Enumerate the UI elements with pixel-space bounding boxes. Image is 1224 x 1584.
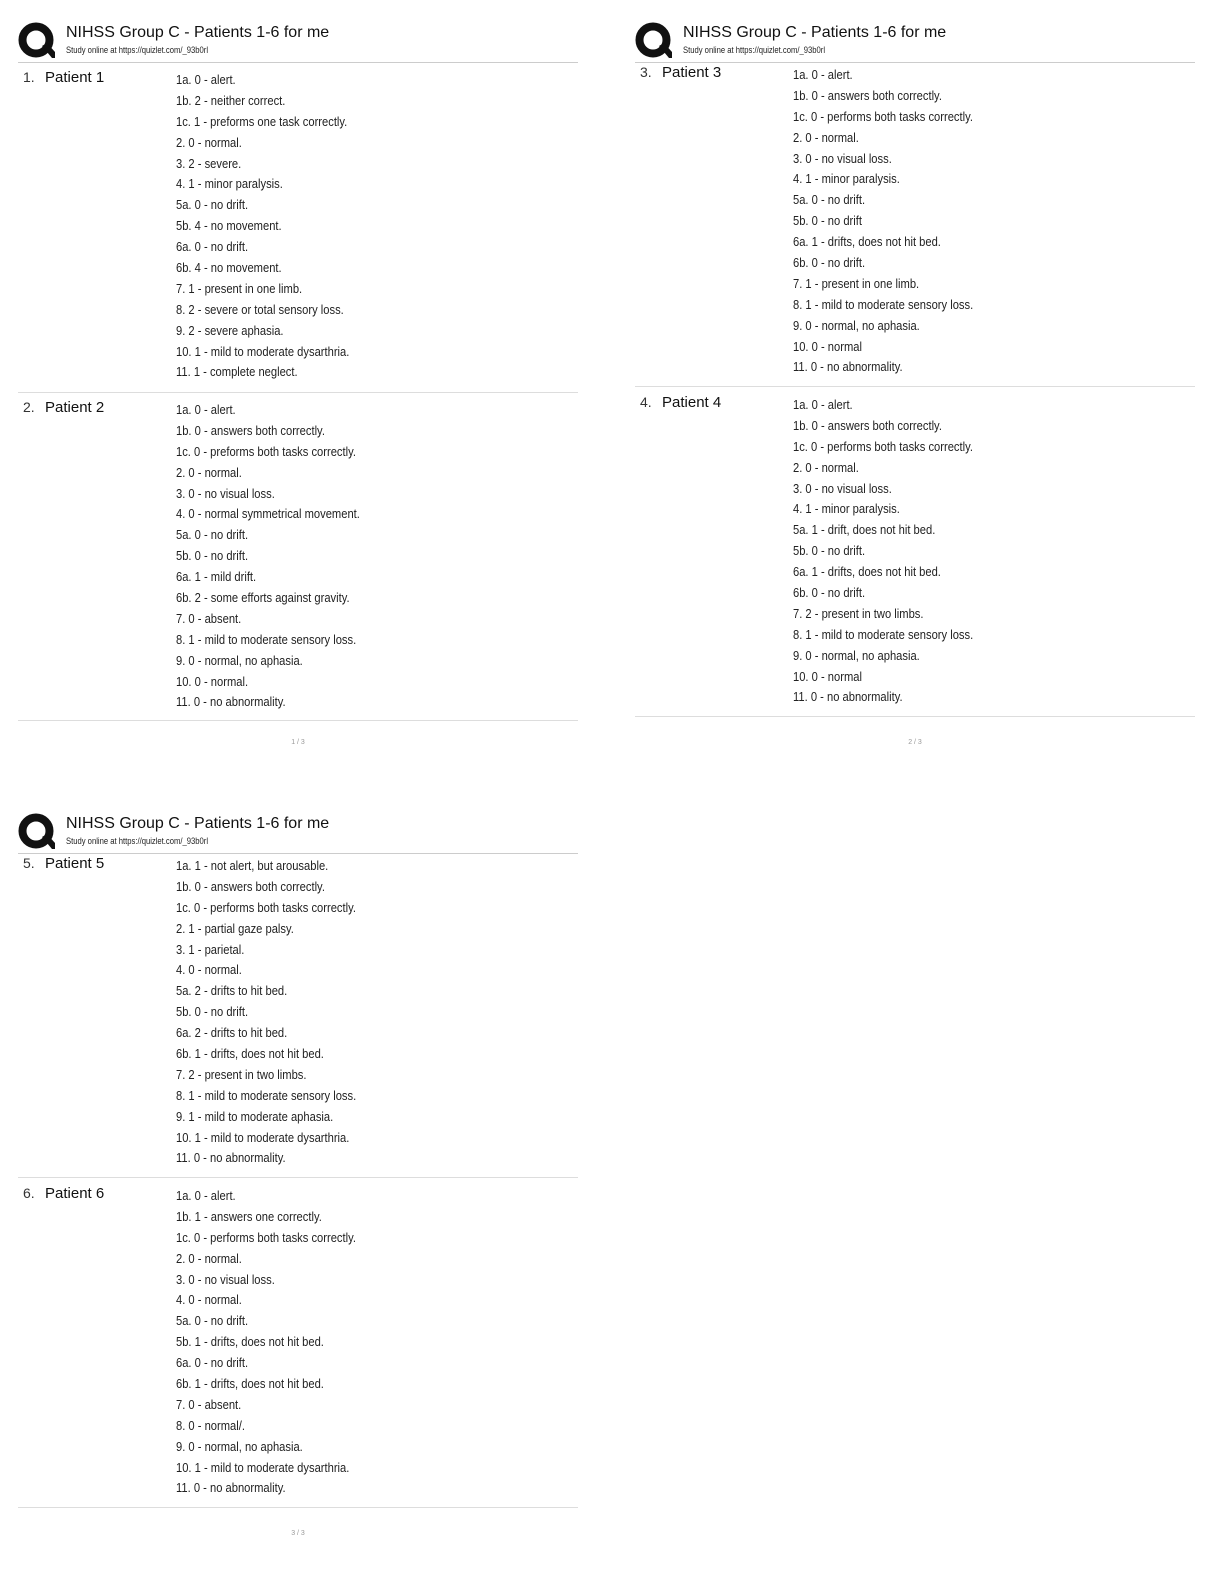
- score-list: [176, 70, 378, 383]
- score-item: 1b. 2 - neither correct.: [176, 92, 286, 108]
- score-item: 10. 1 - mild to moderate dysarthria.: [176, 1459, 350, 1475]
- score-item: 10. 1 - mild to moderate dysarthria.: [176, 1129, 350, 1145]
- score-item: 10. 1 - mild to moderate dysarthria.: [176, 343, 350, 359]
- patient-divider: [18, 392, 578, 393]
- score-list: [176, 856, 386, 1169]
- patient-divider: [18, 1507, 578, 1508]
- study-online-link[interactable]: Study online at https://quizlet.com/_93b0rl: [683, 45, 826, 55]
- score-item: 6a. 1 - drifts, does not hit bed.: [793, 564, 941, 580]
- score-item: 4. 1 - minor paralysis.: [793, 171, 900, 187]
- score-item: 7. 0 - absent.: [176, 610, 242, 626]
- score-item: 3. 1 - parietal.: [176, 941, 245, 957]
- score-item: 5a. 2 - drifts to hit bed.: [176, 983, 288, 999]
- patient-divider: [635, 386, 1195, 387]
- document-title: NIHSS Group C - Patients 1-6 for me: [683, 24, 947, 41]
- document-title: NIHSS Group C - Patients 1-6 for me: [66, 24, 330, 41]
- score-item: 5a. 0 - no drift.: [176, 197, 249, 213]
- score-item: 7. 0 - absent.: [176, 1396, 242, 1412]
- score-item: 3. 0 - no visual loss.: [176, 1271, 275, 1287]
- score-item: 6a. 0 - no drift.: [176, 1355, 249, 1371]
- quizlet-logo-icon: [635, 22, 673, 60]
- score-item: 8. 1 - mild to moderate sensory loss.: [176, 1087, 357, 1103]
- score-item: 1a. 0 - alert.: [176, 1188, 236, 1203]
- score-item: 10. 0 - normal: [793, 338, 862, 354]
- score-item: 6b. 1 - drifts, does not hit bed.: [176, 1046, 324, 1062]
- score-item: 6b. 2 - some efforts against gravity.: [176, 590, 350, 606]
- score-item: 4. 0 - normal.: [176, 1292, 242, 1308]
- score-item: 5b. 0 - no drift.: [176, 1004, 249, 1020]
- patient-number: 4.: [640, 394, 652, 410]
- score-item: 1b. 1 - answers one correctly.: [176, 1208, 322, 1224]
- score-item: 3. 0 - no visual loss.: [176, 485, 275, 501]
- score-item: 6b. 0 - no drift.: [793, 585, 866, 601]
- document-title: NIHSS Group C - Patients 1-6 for me: [66, 815, 330, 832]
- score-item: 11. 0 - no abnormality.: [793, 689, 903, 705]
- score-item: 1c. 0 - performs both tasks correctly.: [176, 1229, 356, 1245]
- score-item: 9. 1 - mild to moderate aphasia.: [176, 1108, 334, 1124]
- score-item: 1a. 0 - alert.: [176, 402, 236, 417]
- patient-name: Patient 4: [662, 394, 722, 411]
- score-item: 7. 2 - present in two limbs.: [176, 1066, 307, 1082]
- page-number: 2 / 3: [908, 739, 922, 746]
- score-item: 9. 0 - normal, no aphasia.: [793, 647, 920, 663]
- score-item: 8. 1 - mild to moderate sensory loss.: [793, 626, 974, 642]
- patient-number: 2.: [23, 399, 35, 415]
- patient-number: 1.: [23, 69, 35, 85]
- score-item: 1c. 0 - performs both tasks correctly.: [793, 438, 973, 454]
- score-item: 5a. 0 - no drift.: [793, 192, 866, 208]
- score-item: 1c. 0 - preforms both tasks correctly.: [176, 443, 356, 459]
- score-list: [176, 400, 390, 713]
- patient-name: Patient 1: [45, 69, 105, 86]
- score-item: 1b. 0 - answers both correctly.: [793, 87, 942, 103]
- score-item: 5b. 1 - drifts, does not hit bed.: [176, 1334, 324, 1350]
- header-divider: [635, 62, 1195, 63]
- score-item: 5b. 4 - no movement.: [176, 218, 282, 234]
- score-item: 7. 1 - present in one limb.: [793, 275, 920, 291]
- score-item: 5b. 0 - no drift.: [176, 548, 249, 564]
- score-item: 1b. 0 - answers both correctly.: [176, 878, 325, 894]
- score-item: 1a. 0 - alert.: [793, 397, 853, 412]
- score-item: 6b. 1 - drifts, does not hit bed.: [176, 1376, 324, 1392]
- score-item: 9. 0 - normal, no aphasia.: [793, 317, 920, 333]
- quizlet-logo-icon: [18, 813, 56, 851]
- score-list: [176, 1186, 385, 1499]
- score-item: 8. 0 - normal/.: [176, 1417, 245, 1433]
- score-item: 4. 1 - minor paralysis.: [793, 501, 900, 517]
- study-online-link[interactable]: Study online at https://quizlet.com/_93b0rl: [66, 45, 209, 55]
- score-item: 4. 0 - normal symmetrical movement.: [176, 506, 360, 522]
- score-item: 6b. 0 - no drift.: [793, 255, 866, 271]
- score-item: 3. 2 - severe.: [176, 155, 242, 171]
- page-header: [635, 22, 1197, 66]
- patient-name: Patient 6: [45, 1185, 105, 1202]
- score-item: 11. 0 - no abnormality.: [793, 359, 903, 375]
- score-item: 2. 0 - normal.: [176, 464, 242, 480]
- score-item: 1b. 0 - answers both correctly.: [176, 422, 325, 438]
- score-list: [793, 65, 1003, 378]
- score-item: 5b. 0 - no drift: [793, 213, 862, 229]
- patient-name: Patient 2: [45, 399, 105, 416]
- score-item: 1a. 0 - alert.: [176, 72, 236, 87]
- score-item: 11. 1 - complete neglect.: [176, 364, 298, 380]
- patient-number: 3.: [640, 64, 652, 80]
- score-item: 1a. 1 - not alert, but arousable.: [176, 858, 329, 873]
- score-item: 5a. 0 - no drift.: [176, 527, 249, 543]
- patient-number: 6.: [23, 1185, 35, 1201]
- score-item: 9. 2 - severe aphasia.: [176, 322, 284, 338]
- study-online-link[interactable]: Study online at https://quizlet.com/_93b0rl: [66, 836, 209, 846]
- score-item: 8. 2 - severe or total sensory loss.: [176, 301, 344, 317]
- score-item: 2. 0 - normal.: [793, 459, 859, 475]
- score-item: 3. 0 - no visual loss.: [793, 150, 892, 166]
- header-divider: [18, 62, 578, 63]
- score-item: 7. 1 - present in one limb.: [176, 280, 303, 296]
- page-number: 3 / 3: [291, 1530, 305, 1537]
- score-item: 6a. 1 - mild drift.: [176, 569, 257, 585]
- score-item: 6a. 0 - no drift.: [176, 239, 249, 255]
- score-item: 1c. 0 - performs both tasks correctly.: [793, 108, 973, 124]
- patient-name: Patient 3: [662, 64, 722, 81]
- score-item: 2. 1 - partial gaze palsy.: [176, 920, 294, 936]
- score-item: 2. 0 - normal.: [176, 134, 242, 150]
- score-item: 8. 1 - mild to moderate sensory loss.: [793, 296, 974, 312]
- patient-divider: [18, 720, 578, 721]
- score-item: 1c. 1 - preforms one task correctly.: [176, 113, 348, 129]
- score-item: 11. 0 - no abnormality.: [176, 694, 286, 710]
- score-item: 2. 0 - normal.: [176, 1250, 242, 1266]
- score-item: 5a. 0 - no drift.: [176, 1313, 249, 1329]
- score-item: 3. 0 - no visual loss.: [793, 480, 892, 496]
- score-item: 5a. 1 - drift, does not hit bed.: [793, 522, 936, 538]
- score-item: 5b. 0 - no drift.: [793, 543, 866, 559]
- patient-number: 5.: [23, 855, 35, 871]
- page-2: [635, 22, 1197, 752]
- header-divider: [18, 853, 578, 854]
- score-item: 6a. 2 - drifts to hit bed.: [176, 1025, 288, 1041]
- patient-divider: [18, 1177, 578, 1178]
- score-item: 2. 0 - normal.: [793, 129, 859, 145]
- score-item: 11. 0 - no abnormality.: [176, 1150, 286, 1166]
- score-item: 1b. 0 - answers both correctly.: [793, 417, 942, 433]
- score-item: 10. 0 - normal: [793, 668, 862, 684]
- score-item: 7. 2 - present in two limbs.: [793, 605, 924, 621]
- page-3: [18, 813, 580, 1548]
- score-list: [793, 395, 1003, 708]
- page-1: [18, 22, 580, 752]
- page-number: 1 / 3: [291, 739, 305, 746]
- score-item: 9. 0 - normal, no aphasia.: [176, 1438, 303, 1454]
- quizlet-logo-icon: [18, 22, 56, 60]
- score-item: 9. 0 - normal, no aphasia.: [176, 652, 303, 668]
- patient-name: Patient 5: [45, 855, 105, 872]
- score-item: 10. 0 - normal.: [176, 673, 249, 689]
- patient-divider: [635, 716, 1195, 717]
- score-item: 4. 1 - minor paralysis.: [176, 176, 283, 192]
- score-item: 4. 0 - normal.: [176, 962, 242, 978]
- score-item: 1c. 0 - performs both tasks correctly.: [176, 899, 356, 915]
- score-item: 11. 0 - no abnormality.: [176, 1480, 286, 1496]
- score-item: 6a. 1 - drifts, does not hit bed.: [793, 234, 941, 250]
- score-item: 8. 1 - mild to moderate sensory loss.: [176, 631, 357, 647]
- score-item: 1a. 0 - alert.: [793, 67, 853, 82]
- page-header: [18, 813, 580, 857]
- score-item: 6b. 4 - no movement.: [176, 260, 282, 276]
- page-header: [18, 22, 580, 66]
